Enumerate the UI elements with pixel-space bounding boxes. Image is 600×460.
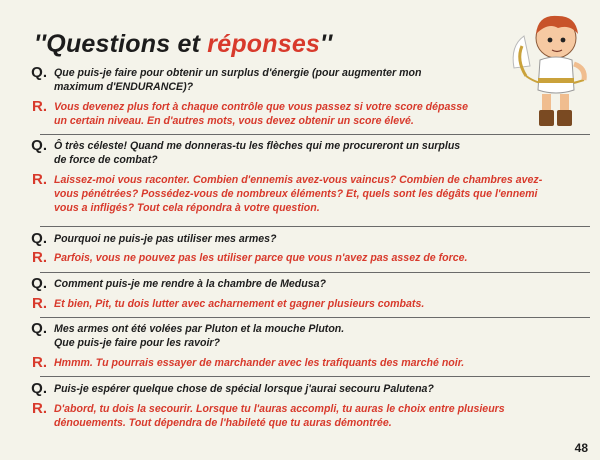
question-text: Ô très céleste! Quand me donneras-tu les flèches qui me procureront un surplus de force de combat? xyxy=(54,140,461,166)
title-open-quote: '' xyxy=(34,30,47,58)
question-text: Que puis-je faire pour obtenir un surplus d'énergie (pour augmenter mon maximum d'ENDURANCE)? xyxy=(54,67,422,93)
answer-marker: R. xyxy=(32,400,47,417)
question-text: Puis-je espérer quelque chose de spécial lorsque j'aurai secouru Palutena? xyxy=(54,383,434,395)
answer-text: D'abord, tu dois la secourir. Lorsque tu l'auras accompli, tu auras le choix entre plusieurs dénouements. Tout dépendra de l'habileté que tu auras démontrée. xyxy=(54,403,505,429)
question-marker: Q. xyxy=(31,137,47,154)
question-row xyxy=(0,66,600,94)
question-marker: Q. xyxy=(31,380,47,397)
qa-item xyxy=(0,66,600,128)
answer-marker: R. xyxy=(32,249,47,266)
answer-row xyxy=(0,402,600,430)
answer-text: Vous devenez plus fort à chaque contrôle que vous passez si votre score dépasse un certain niveau. En d'autres mots, vous devez obtenir un score élevé. xyxy=(54,101,469,127)
question-row xyxy=(0,232,600,246)
question-row xyxy=(0,139,600,167)
divider-rule xyxy=(40,134,590,135)
question-marker: Q. xyxy=(31,230,47,247)
title-word-questions: Questions et xyxy=(46,30,201,58)
divider-rule xyxy=(40,226,590,227)
answer-text: Parfois, vous ne pouvez pas les utiliser parce que vous n'avez pas assez de force. xyxy=(54,252,468,264)
qa-item xyxy=(0,322,600,370)
answer-row xyxy=(0,251,600,265)
divider-rule xyxy=(40,272,590,273)
question-text: Comment puis-je me rendre à la chambre de Medusa? xyxy=(54,278,326,290)
divider-rule xyxy=(40,317,590,318)
page-number: 48 xyxy=(574,441,588,455)
qa-item xyxy=(0,139,600,215)
question-row xyxy=(0,322,600,350)
answer-row xyxy=(0,356,600,370)
question-marker: Q. xyxy=(31,320,47,337)
answer-marker: R. xyxy=(32,354,47,371)
answer-text: Laissez-moi vous raconter. Combien d'ennemis avez-vous vaincus? Combien de chambres avez- vous pénétrées? Possédez-vous de nombreux éléments? Et, quels sont les dégâts que l'ennemi vous a infligés? Tout cela répondra à votre question. xyxy=(54,174,543,214)
page-title xyxy=(34,30,332,59)
question-text: Pourquoi ne puis-je pas utiliser mes armes? xyxy=(54,233,277,245)
answer-marker: R. xyxy=(32,98,47,115)
qa-item xyxy=(0,382,600,430)
question-row xyxy=(0,277,600,291)
answer-row xyxy=(0,173,600,215)
answer-marker: R. xyxy=(32,295,47,312)
answer-marker: R. xyxy=(32,171,47,188)
divider-rule xyxy=(40,376,590,377)
answer-row xyxy=(0,100,600,128)
title-close-quote: '' xyxy=(320,30,333,58)
question-marker: Q. xyxy=(31,275,47,292)
qa-item xyxy=(0,232,600,265)
question-row xyxy=(0,382,600,396)
title-word-reponses: réponses xyxy=(207,30,321,58)
question-text: Mes armes ont été volées par Pluton et la mouche Pluton. Que puis-je faire pour les ravoir? xyxy=(54,323,345,349)
question-marker: Q. xyxy=(31,64,47,81)
answer-row xyxy=(0,297,600,311)
answer-text: Et bien, Pit, tu dois lutter avec acharnement et gagner plusieurs combats. xyxy=(54,298,425,310)
qa-item xyxy=(0,277,600,311)
answer-text: Hmmm. Tu pourrais essayer de marchander avec les trafiquants des marché noir. xyxy=(54,357,465,369)
